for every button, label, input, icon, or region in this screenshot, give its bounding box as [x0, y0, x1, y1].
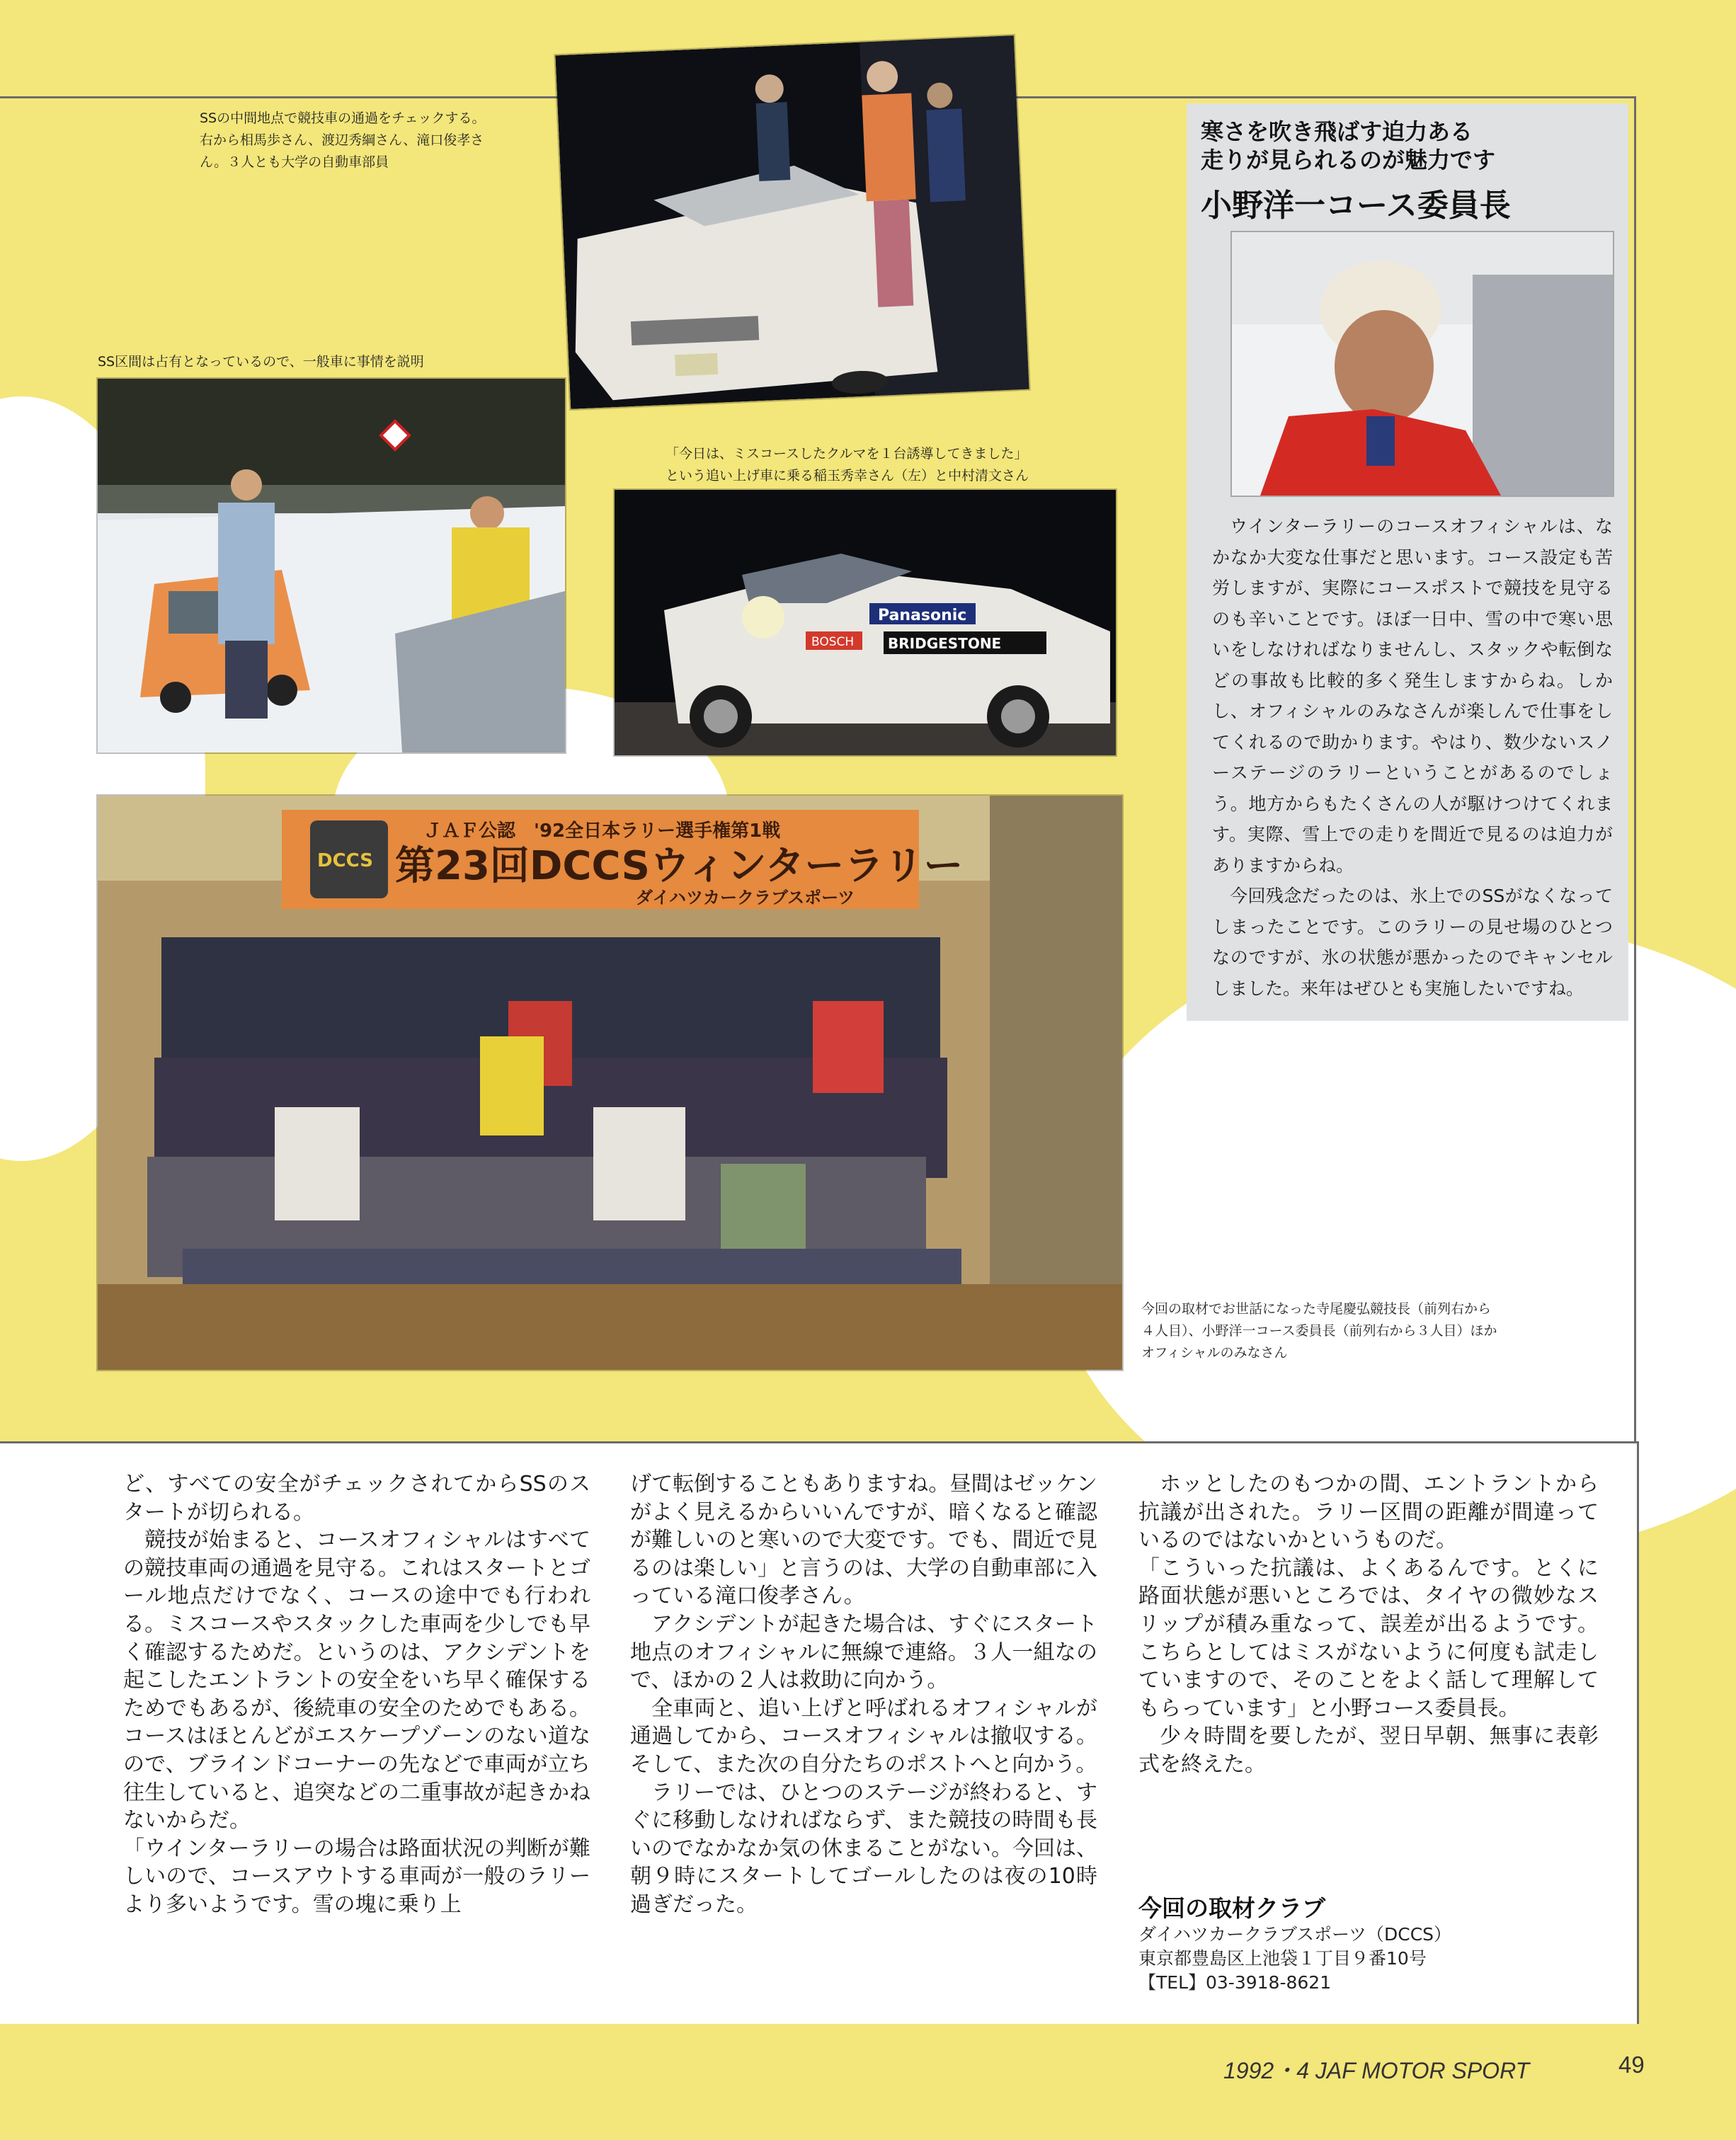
caption-chase: 「今日は、ミスコースしたクルマを１台誘導してきました」 という追い上げ車に乗る稲玉秀幸さん（左）と中村清文さん — [666, 446, 1029, 483]
article-paragraph: 全車両と、追い上げと呼ばれるオフィシャルが通過してから、コースオフィシャルは撤収する。そして、また次の自分たちのポストへと向かう。 — [630, 1695, 1097, 1777]
article-paragraph: げて転倒することもありますね。昼間はゼッケンがよく見えるからいいんですが、暗くなると確認が難しいのと寒いので大変です。でも、間近で見るのは楽しい」と言うのは、大学の自動車部に入っている滝口俊孝さん。 — [630, 1472, 1097, 1609]
article-column-1 — [123, 1470, 590, 1919]
sidebar-headline: 寒さを吹き飛ばす迫力ある 走りが見られるのが魅力です — [1201, 118, 1496, 173]
banner-logo: DCCS — [317, 850, 373, 871]
photo-rally-car — [615, 490, 1116, 755]
article-paragraph: 少々時間を要したが、翌日早朝、無事に表彰式を終えた。 — [1138, 1724, 1599, 1777]
article-column-2 — [630, 1470, 1097, 1919]
article-paragraph: ラリーでは、ひとつのステージが終わると、すぐに移動しなければならず、また競技の時間も長いのでなかなか気の休まることがない。今回は、朝９時にスタートしてゴールしたのは夜の10時過ぎだった。 — [630, 1780, 1097, 1917]
article-paragraph: 「ウインターラリーの場合は路面状況の判断が難しいので、コースアウトする車両が一般のラリーより多いようです。雪の塊に乗り上 — [123, 1836, 590, 1917]
club-tel: 【TEL】03-3918-8621 — [1138, 1972, 1332, 1993]
car-sponsor-bridgestone: BRIDGESTONE — [888, 635, 1002, 652]
issue-footer: 1992・4 JAF MOTOR SPORT — [1223, 2058, 1530, 2083]
article-paragraph: 「こういった抗議は、よくあるんです。とくに路面状態が悪いところでは、タイヤの微妙なスリップが積み重なって、誤差が出るようです。こちらとしてはミスがないように何度も試走していますので、そのことをよく話して理解してもらっています」と小野コース委員長。 — [1138, 1555, 1599, 1721]
article-paragraph: 競技が始まると、コースオフィシャルはすべての競技車両の通過を見守る。これはスタートとゴール地点だけでなく、コースの途中でも行われる。ミスコースやスタックした車両を少しでも早く確認するためだ。というのは、アクシデントを起こしたエントラントの安全をいち早く確保するためでもあるが、後続車の安全のためでもある。コースはほとんどがエスケープゾーンのない道なので、ブラインドコーナーの先などで車両が立ち往生していると、追突などの二重事故が起きかねないからだ。 — [123, 1528, 590, 1833]
page-number: 49 — [1618, 2052, 1645, 2078]
banner-title: 第23回DCCSウィンターラリー — [395, 843, 964, 889]
car-sponsor-panasonic: Panasonic — [878, 607, 967, 624]
interview-sidebar — [1187, 103, 1628, 1021]
article-paragraph: ど、すべての安全がチェックされてからSSのスタートが切られる。 — [123, 1472, 590, 1525]
sidebar-paragraph: 今回残念だったのは、氷上でのSSがなくなってしまったことです。このラリーの見せ場のひとつなのですが、氷の状態が悪かったのでキャンセルしました。来年はぜひとも実施したいですね。 — [1212, 886, 1613, 999]
sidebar-paragraph: ウインターラリーのコースオフィシャルは、なかなか大変な仕事だと思います。コース設定も苦労しますが、実際にコースポストで競技を見守るのも辛いことです。ほぼ一日中、雪の中で寒い思いをしなければなりませんし、スタックや転倒などの事故も比較的多く発生しますからね。しかし、オフィシャルのみなさんが楽しんで仕事をしてくれるので助かります。やはり、数少ないスノーステージのラリーということがあるのでしょう。地方からもたくさんの人が駆けつけてくれます。実際、雪上での走りを間近で見るのは迫力がありますからね。 — [1212, 516, 1613, 876]
photo-checkpoint — [555, 35, 1029, 409]
photo-group — [98, 796, 1122, 1370]
club-title: 今回の取材クラブ — [1138, 1894, 1325, 1922]
car-sponsor-bosch: BOSCH — [811, 635, 855, 649]
article-paragraph: アクシデントが起きた場合は、すぐにスタート地点のオフィシャルに無線で連絡。３人一組なので、ほかの２人は救助に向かう。 — [630, 1611, 1097, 1693]
club-info — [1138, 1894, 1535, 1995]
caption-checkpoint: SSの中間地点で競技車の通過をチェックする。 右から相馬歩さん、渡辺秀綱さん、滝口俊孝さ ん。３人とも大学の自動車部員 — [200, 110, 486, 170]
article-column-3 — [1138, 1470, 1599, 1779]
banner-line1: ＪＡＦ公認 '92全日本ラリー選手権第1戦 — [423, 820, 781, 842]
club-name: ダイハツカークラブスポーツ（DCCS） — [1138, 1924, 1452, 1945]
banner-sub: ダイハツカークラブスポーツ — [636, 888, 855, 908]
sidebar-name: 小野洋一コース委員長 — [1201, 188, 1511, 224]
club-address: 東京都豊島区上池袋１丁目９番10号 — [1138, 1948, 1427, 1969]
group-people — [147, 937, 961, 1327]
photo-portrait — [1232, 232, 1613, 496]
caption-group: 今回の取材でお世話になった寺尾慶弘競技長（前列右から ４人目）、小野洋一コース委員長（前列右から３人目）ほか オフィシャルのみなさん — [1141, 1301, 1497, 1361]
caption-section: SS区間は占有となっているので、一般車に事情を説明 — [98, 354, 424, 370]
photo-snow-road — [98, 379, 565, 753]
sidebar-body — [1212, 511, 1613, 1004]
article-paragraph: ホッとしたのもつかの間、エントラントから抗議が出された。ラリー区間の距離が間違っているのではないかというものだ。 — [1138, 1472, 1599, 1553]
